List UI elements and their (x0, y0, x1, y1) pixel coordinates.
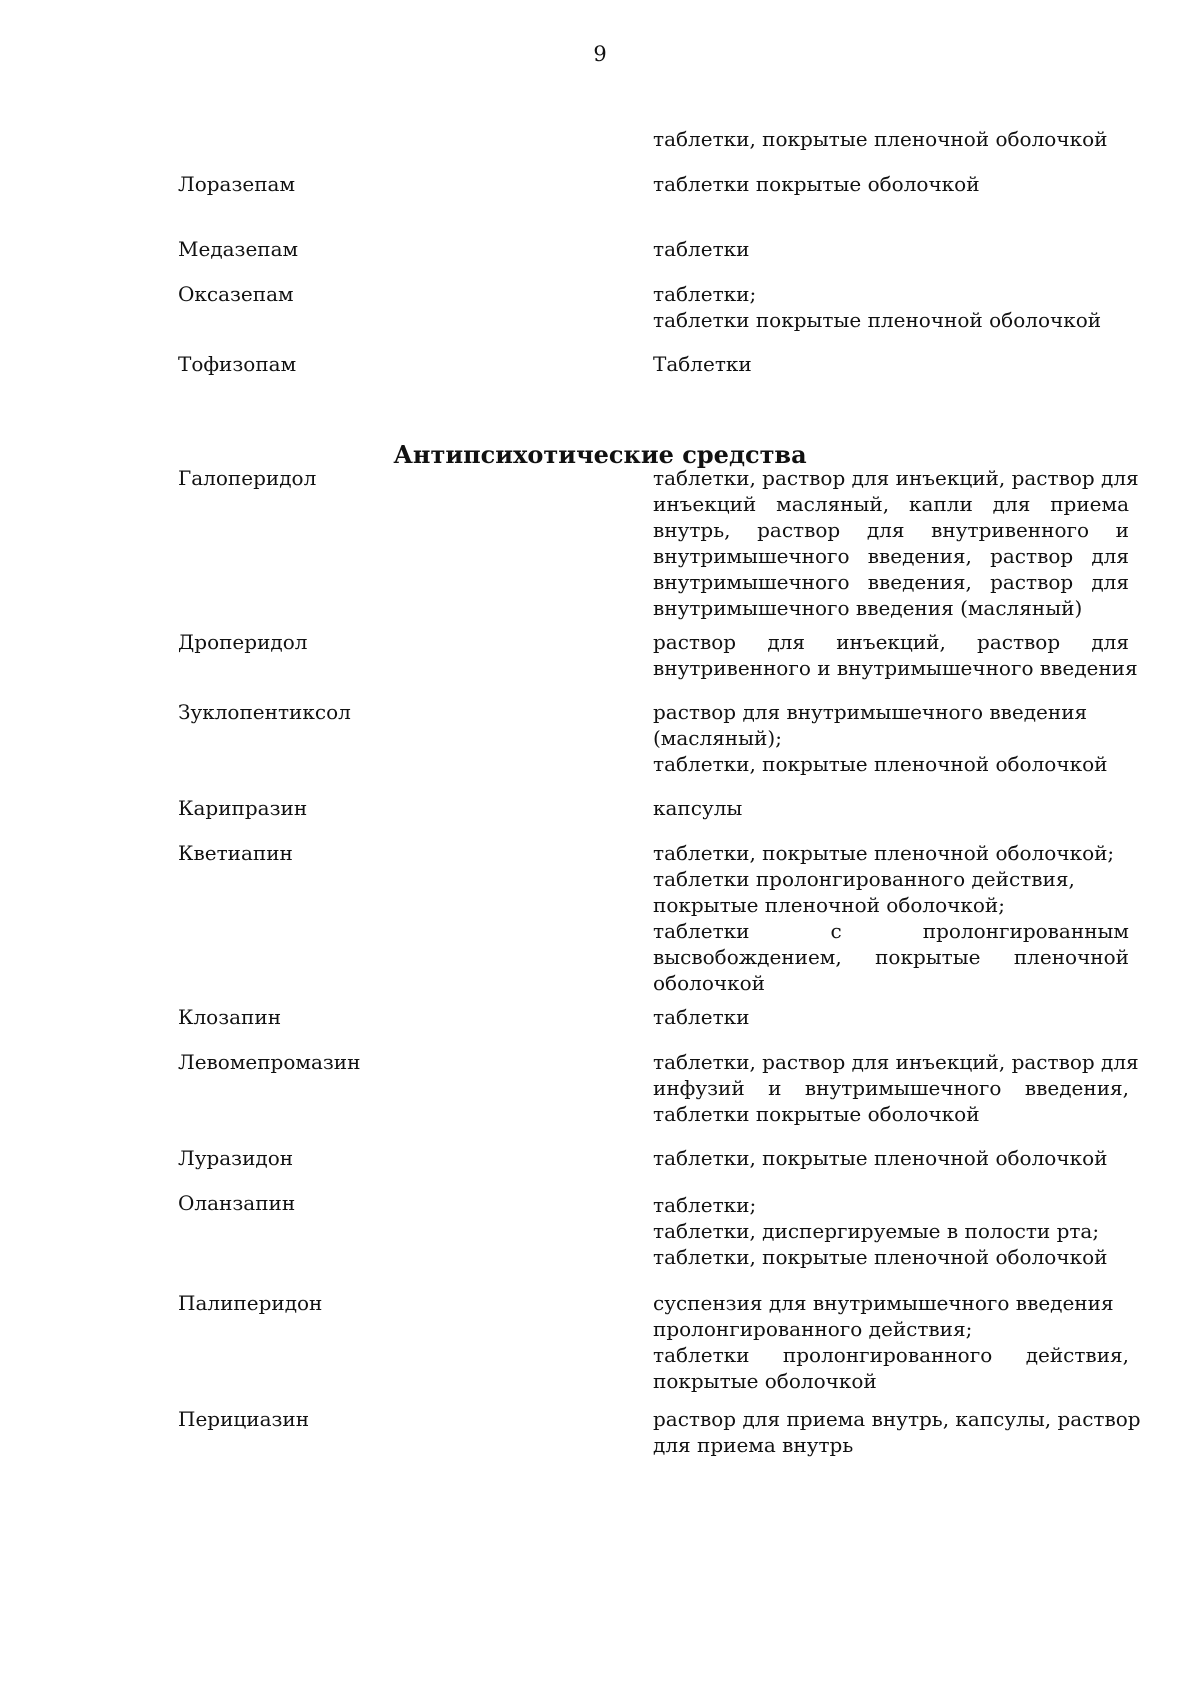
drug-name: Медазепам (178, 237, 299, 261)
dosage-form-line: инфузий и внутримышечного введения, (653, 1076, 1129, 1100)
dosage-form (653, 840, 1129, 996)
dosage-form-line: таблетки, раствор для инъекций, раствор для (653, 1050, 1139, 1074)
drug-name: Карипразин (178, 796, 308, 820)
dosage-form-line: инъекций масляный, капли для приема (653, 492, 1129, 516)
dosage-form-line: таблетки покрытые оболочкой (653, 172, 980, 196)
drug-name: Зуклопентиксол (178, 700, 351, 724)
dosage-form-line: таблетки; (653, 282, 757, 306)
drug-name: Лоразепам (178, 172, 296, 196)
dosage-form-line: внутримышечного введения (масляный) (653, 596, 1083, 620)
dosage-form (653, 1192, 1129, 1270)
dosage-form-line: таблетки, покрытые пленочной оболочкой (653, 127, 1108, 151)
dosage-form (653, 1049, 1139, 1127)
drug-name: Оксазепам (178, 282, 294, 306)
dosage-form-line: внутримышечного введения, раствор для (653, 544, 1129, 568)
dosage-form-line: высвобождением, покрытые пленочной (653, 945, 1129, 969)
dosage-form (653, 171, 1129, 197)
drug-name: Палиперидон (178, 1291, 323, 1315)
dosage-form (653, 351, 1129, 377)
dosage-form (653, 465, 1139, 621)
dosage-form-line: таблетки, раствор для инъекций, раствор для (653, 466, 1139, 490)
drug-name: Оланзапин (178, 1191, 296, 1215)
dosage-form (653, 1004, 1129, 1030)
page-number: 9 (593, 42, 607, 66)
drug-name: Галоперидол (178, 466, 317, 490)
dosage-form-line: раствор для приема внутрь, капсулы, раствор (653, 1407, 1141, 1431)
dosage-form-line: таблетки пролонгированного действия, (653, 867, 1075, 891)
drug-name: Перициазин (178, 1407, 310, 1431)
dosage-form-line: таблетки (653, 237, 750, 261)
dosage-form-line: таблетки, покрытые пленочной оболочкой (653, 1146, 1108, 1170)
drug-name: Луразидон (178, 1146, 294, 1170)
drug-name: Левомепромазин (178, 1050, 361, 1074)
drug-name: Кветиапин (178, 841, 293, 865)
dosage-form (653, 629, 1138, 681)
dosage-form-line: покрытые пленочной оболочкой; (653, 893, 1005, 917)
dosage-form-line: пролонгированного действия; (653, 1317, 973, 1341)
dosage-form-line: суспензия для внутримышечного введения (653, 1291, 1114, 1315)
section-heading: Антипсихотические средства (393, 440, 807, 469)
dosage-form-line: капсулы (653, 796, 743, 820)
dosage-form-line: для приема внутрь (653, 1433, 854, 1457)
dosage-form-line: внутримышечного введения, раствор для (653, 570, 1129, 594)
dosage-form-line: таблетки, покрытые пленочной оболочкой (653, 1245, 1108, 1269)
dosage-form-line: Таблетки (653, 352, 752, 376)
drug-name: Клозапин (178, 1005, 282, 1029)
dosage-form (653, 699, 1129, 777)
dosage-form-line: оболочкой (653, 971, 765, 995)
dosage-form-line: таблетки покрытые пленочной оболочкой (653, 308, 1102, 332)
drug-name: Тофизопам (178, 352, 297, 376)
dosage-form-line: таблетки, диспергируемые в полости рта; (653, 1219, 1100, 1243)
dosage-form (653, 236, 1129, 262)
drug-name: Дроперидол (178, 630, 308, 654)
dosage-form-line: покрытые оболочкой (653, 1369, 877, 1393)
dosage-form (653, 1145, 1129, 1171)
dosage-form-line: внутрь, раствор для внутривенного и (653, 518, 1129, 542)
dosage-form-line: таблетки покрытые оболочкой (653, 1102, 980, 1126)
dosage-form-line: (масляный); (653, 726, 782, 750)
dosage-form (653, 281, 1129, 333)
dosage-form (653, 795, 1129, 821)
dosage-form-line: таблетки пролонгированного действия, (653, 1343, 1129, 1367)
dosage-form (653, 1406, 1141, 1458)
dosage-form-line: таблетки, покрытые пленочной оболочкой (653, 752, 1108, 776)
dosage-form-line: внутривенного и внутримышечного введения (653, 656, 1138, 680)
dosage-form (653, 1290, 1129, 1394)
dosage-form-line: таблетки; (653, 1193, 757, 1217)
dosage-form-line: раствор для внутримышечного введения (653, 700, 1088, 724)
dosage-form (653, 126, 1129, 152)
dosage-form-line: таблетки, покрытые пленочной оболочкой; (653, 841, 1115, 865)
dosage-form-line: раствор для инъекций, раствор для (653, 630, 1129, 654)
dosage-form-line: таблетки с пролонгированным (653, 919, 1129, 943)
dosage-form-line: таблетки (653, 1005, 750, 1029)
